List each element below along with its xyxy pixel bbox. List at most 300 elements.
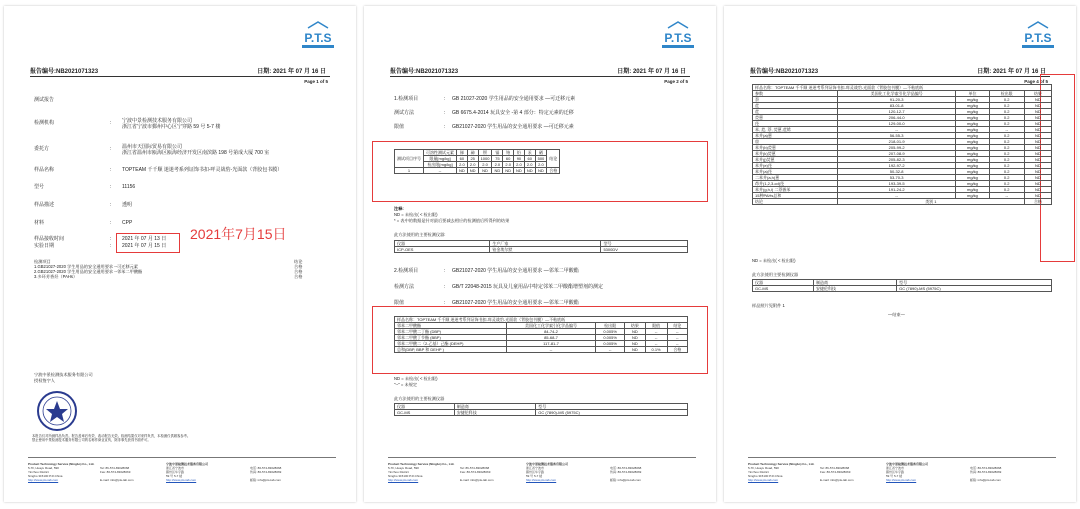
field-colon: : — [444, 300, 446, 306]
equipment-title: 此方法使用的主要检测仪器 — [394, 396, 445, 401]
field-colon: : — [110, 120, 112, 126]
table-cell: ND — [1024, 139, 1051, 145]
table-cell: 2.0 — [524, 162, 535, 168]
table-cell: 苯并(a)芘 — [753, 169, 838, 175]
test-date: 2021 年 07 月 15 日 — [122, 243, 167, 249]
table-cell: -- — [596, 347, 625, 353]
field-value: GB21027-2020 学生用品的安全通用要求 —邻苯二甲酸酯 — [452, 300, 579, 306]
field-value-line2: 浙江省温州市瓯海区瓯海经济开发区南滨路 198 号第成大厦 700 室 — [122, 150, 270, 156]
footer-address: 5-7F, Huayu Road, 59# — [388, 466, 419, 470]
table-cell: -- — [645, 335, 667, 341]
table-cell: 苯并(j)荧蒽 — [753, 157, 838, 163]
table-cell: 25 — [467, 156, 478, 162]
table-cell: 0.2 — [989, 139, 1024, 145]
table-header: 单位 — [956, 91, 989, 97]
footer-cn-address: 鄞州区华宇路 — [166, 470, 185, 474]
table-cell: 117-81-7 — [506, 341, 595, 347]
field-label: 样品名称 — [34, 167, 55, 173]
report-page-4 — [724, 6, 1076, 502]
table-header: 锑 — [457, 150, 468, 156]
table-cell: ND — [625, 335, 645, 341]
table-header: 砷 — [467, 150, 478, 156]
table-header: 检出限 — [596, 323, 625, 329]
table-cell: 邻苯二甲酸丁苄酯 (BBP) — [395, 335, 507, 341]
table-cell: 二苯并(a,h)蒽 — [753, 175, 838, 181]
pts-logo-icon — [1016, 20, 1060, 54]
table-header: 美国化工化学索引化学品编号 — [837, 91, 956, 97]
svg-text:P.T.S: P.T.S — [304, 31, 332, 45]
field-label: 材料 — [34, 220, 45, 226]
footer-website-link[interactable]: http://www.pts-lab.com — [526, 478, 557, 482]
svg-text:P.T.S: P.T.S — [664, 31, 692, 45]
table-cell: mg/kg — [956, 175, 989, 181]
table-cell: ND — [1024, 151, 1051, 157]
table-header: 钡 — [478, 150, 492, 156]
date-highlight-box — [116, 233, 180, 253]
item-name: 3.多环芳香烃（PAHs） — [34, 274, 78, 279]
table-cell: mg/kg — [956, 145, 989, 151]
report-date: 日期: 2021 年 07 月 16 日 — [617, 69, 686, 75]
table-header: 仪器 — [395, 241, 490, 247]
field-label: 型号 — [34, 184, 45, 190]
report-number: 报告编号:NB2021071323 — [390, 69, 459, 75]
table-cell: mg/kg — [956, 169, 989, 175]
table-cell: 2.0 — [457, 162, 468, 168]
table-cell: ND — [457, 168, 468, 174]
footer-cn-email: 邮箱: info@pts-lab.com — [610, 478, 642, 482]
report-header — [30, 66, 330, 77]
report-header — [750, 66, 1050, 77]
table-cell: 苊 — [753, 109, 838, 115]
table-cell: mg/kg — [956, 187, 989, 193]
disclaimer: 禁止使用中景检测技术服务有限公司的名称作商业宣传，除非事先获得书面许可。 — [32, 438, 151, 442]
table-cell: mg/kg — [956, 109, 989, 115]
table-cell: mg/kg — [956, 97, 989, 103]
field-value: CPP — [122, 220, 133, 226]
table-cell: mg/kg — [956, 127, 989, 133]
table-header: 生产厂家 — [490, 241, 601, 247]
table-cell: 苯并(k)荧蒽 — [753, 151, 838, 157]
field-label: 检测方法 — [394, 284, 415, 290]
note: "--" = 未规定 — [394, 382, 418, 387]
note: ND = 未检出( < 检出限) — [394, 376, 438, 381]
table-cell: 0.1% — [645, 347, 667, 353]
table-cell: 邻苯二甲酸二丁酯 (DBP) — [395, 329, 507, 335]
field-value: GB 21027-2020 学生用品的安全通用要求 —可迁移元素 — [452, 96, 576, 102]
table-cell: 苯并(g,h,i) 二萘嵌苯 — [753, 187, 838, 193]
report-header — [390, 66, 690, 77]
table-cell: 1 — [395, 168, 424, 174]
footer-website-link[interactable]: http://www.pts-lab.com — [748, 478, 779, 482]
table-cell: 0.2 — [989, 133, 1024, 139]
footer-company-en: Product Technology Service (Ningbo) Co., Ltd. — [388, 462, 455, 466]
table-cell: GC (7890)-MS (5975C) — [897, 286, 1052, 292]
receive-time-label: 样品接收时间 — [34, 236, 65, 242]
table-cell: ND — [625, 341, 645, 347]
table-cell: ND — [1024, 127, 1051, 133]
table-cell: 合格 — [1024, 199, 1051, 205]
table-header: 制造商 — [454, 404, 535, 410]
table-header: 制造商 — [813, 280, 896, 286]
table-cell: ND — [503, 168, 514, 174]
footer-address: Ningbo 315100 P.R.China — [748, 474, 783, 478]
table-cell: 0.2 — [989, 121, 1024, 127]
table-cell: 芘 — [753, 121, 838, 127]
table-header: 美国化工化学索引化学品编号 — [506, 323, 595, 329]
field-value: GB/T 22048-2015 玩具及儿童用品中特定邻苯二甲酸酯增塑剂的测定 — [452, 284, 604, 290]
report-page-2 — [364, 6, 716, 502]
field-label: 2.检测项目 — [394, 268, 419, 274]
table-cell: 0.2 — [989, 145, 1024, 151]
table-header: 可溶性测试元素 — [424, 150, 457, 156]
table-header: 型号 — [601, 241, 688, 247]
table-cell: ND — [535, 168, 547, 174]
table-cell: mg/kg — [956, 181, 989, 187]
table-cell: ND — [492, 168, 503, 174]
equipment-table — [394, 240, 688, 253]
table-cell: ND — [478, 168, 492, 174]
table-cell: 总和(DBP, BBP 和 DEHP ) — [395, 347, 507, 353]
table-cell: 85-68-7 — [506, 335, 595, 341]
equipment-title: 此方法使用的主要检测仪器: — [394, 232, 446, 237]
sample-name: 样品名称：TOPTEAM 千千顺 迷迷考系列证饰书扣-咩灵战豹-光面款（背胶包书膜）—不粘底纸 — [395, 317, 688, 323]
footer-email: E-mail: info@pts-lab.com — [100, 478, 134, 482]
footer-address: 5-7F, Huayu Road, 59# — [748, 466, 779, 470]
field-value: GB 6675.4-2014 玩具安全 -第 4 部分：特定元素的迁移 — [452, 110, 574, 116]
table-header: 汞 — [524, 150, 535, 156]
field-label: 委托方 — [34, 146, 50, 152]
footer-website-link[interactable]: http://www.pts-lab.com — [886, 478, 917, 482]
table-cell: 合格 — [667, 347, 687, 353]
table-cell: 0.005% — [596, 335, 625, 341]
phthalate-table — [394, 316, 688, 353]
footer-address: Yinzhou District — [388, 470, 409, 474]
footer-company-cn: 宁波中景检测技术服务有限公司 — [526, 462, 569, 466]
footer-website-link[interactable]: http://www.pts-lab.com — [166, 478, 197, 482]
table-cell: ND — [1024, 187, 1051, 193]
table-cell: 安捷伦科技 — [454, 410, 535, 416]
field-colon: : — [444, 96, 446, 102]
footer-website-link[interactable]: http://www.pts-lab.com — [388, 478, 419, 482]
table-cell: 0.005% — [596, 329, 625, 335]
footer-cn-address: 浙江省宁波市 — [886, 466, 905, 470]
footer-cn-address: 59 号 5-7 楼 — [166, 474, 183, 478]
table-cell: ND — [1024, 193, 1051, 199]
table-cell: ND — [1024, 175, 1051, 181]
field-label: 1.检测项目 — [394, 96, 419, 102]
footer-cn-tel: 电话: 86-574-83028068 — [250, 466, 282, 470]
elements-table — [394, 149, 560, 174]
table-cell: 15种PAHs总和 — [753, 193, 838, 199]
field-colon: : — [110, 167, 112, 173]
table-cell: 苯并(a)蒽 — [753, 133, 838, 139]
table-header: 镉 — [492, 150, 503, 156]
footer-company-cn: 宁波中景检测技术服务有限公司 — [166, 462, 209, 466]
footer-fax: Fax: 86-574-83028069 — [100, 470, 131, 474]
notes-title: 注释: — [394, 206, 404, 211]
table-cell: 2.0 — [478, 162, 492, 168]
note: ND = 未检出( < 检出限) — [752, 258, 796, 263]
field-label: 限值 — [394, 124, 405, 130]
table-cell: 56-55-3 — [837, 133, 956, 139]
field-colon: : — [110, 220, 112, 226]
table-cell: mg/kg — [956, 115, 989, 121]
table-cell: ND — [1024, 109, 1051, 115]
item-name: 1.GB21027-2020 学生用品的安全通用要求 --可迁移元素 — [34, 264, 139, 269]
table-cell: mg/kg — [956, 121, 989, 127]
table-cell: ND — [1024, 133, 1051, 139]
field-value: 宁波中景检测技术服务有限公司 — [122, 118, 193, 124]
field-label: 检测机构 — [34, 120, 55, 126]
note: * = 表中的数据是针对最后要减去相应的检测值后所得到的结果 — [394, 218, 510, 223]
table-cell: ND — [1024, 163, 1051, 169]
table-cell: 0.005% — [596, 341, 625, 347]
table-cell: 限量[mg/kg] — [424, 156, 457, 162]
table-cell: ND — [524, 168, 535, 174]
table-cell: -- — [424, 168, 457, 174]
field-value: 温州市天国际贸易有限公司 — [122, 144, 183, 150]
table-cell: -- — [645, 329, 667, 335]
table-header: 限值 — [645, 323, 667, 329]
field-colon: : — [444, 268, 446, 274]
result-header: 结论 — [294, 259, 303, 264]
footer-cn-fax: 传真: 86-574-83028069 — [970, 470, 1002, 474]
receive-date: 2021 年 07 月 13 日 — [122, 236, 167, 242]
table-cell: 萘 — [753, 97, 838, 103]
field-colon: : — [110, 146, 112, 152]
table-cell: mg/kg — [956, 163, 989, 169]
field-colon: : — [110, 236, 112, 242]
footer-cn-address: 浙江省宁波市 — [166, 466, 185, 470]
footer-fax: Fax: 86-574-83028069 — [460, 470, 491, 474]
footer-cn-address: 59 号 5-7 楼 — [886, 474, 903, 478]
test-date-label: 实验日期 — [34, 243, 55, 249]
pts-logo-icon — [296, 20, 340, 54]
table-cell: 191-24-2 — [837, 187, 956, 193]
table-cell: 53-70-3 — [837, 175, 956, 181]
item-result: 合格 — [294, 264, 303, 269]
table-cell: GC-MS — [753, 286, 814, 292]
table-cell: ND — [467, 168, 478, 174]
footer-tel: Tel: 86-574-83028068 — [820, 466, 850, 470]
footer-cn-address: 59 号 5-7 楼 — [526, 474, 543, 478]
table-cell: 75 — [492, 156, 503, 162]
field-value: TOPTEAM 千千顺 迷迷考系列证饰书扣-咩灵战豹-光面款（背胶包书膜） — [122, 167, 283, 173]
table-cell: mg/kg — [956, 133, 989, 139]
table-cell: mg/kg — [956, 103, 989, 109]
report-number: 报告编号:NB2021071323 — [750, 69, 819, 75]
table-cell: ND — [1024, 115, 1051, 121]
page-footer — [388, 457, 696, 497]
table-cell: 0.2 — [989, 187, 1024, 193]
table-row — [395, 347, 688, 353]
report-number: 报告编号:NB2021071323 — [30, 69, 99, 75]
table-cell: 0.2 — [989, 181, 1024, 187]
page-number: Page 1 of 5 — [304, 79, 328, 84]
footer-address: Yinzhou District — [748, 470, 769, 474]
report-date: 日期: 2021 年 07 月 16 日 — [977, 69, 1046, 75]
svg-text:P.T.S: P.T.S — [1024, 31, 1052, 45]
table-header: 仪器 — [395, 404, 455, 410]
field-value: 11156 — [122, 184, 136, 190]
table-cell: 0.2 — [989, 115, 1024, 121]
field-colon: : — [110, 243, 112, 249]
footer-tel: Tel: 86-574-83028068 — [460, 466, 490, 470]
table-cell: -- — [837, 193, 956, 199]
table-cell: ND — [1024, 145, 1051, 151]
table-cell: 苊 — [753, 103, 838, 109]
report-title: 测试报告 — [34, 97, 55, 103]
table-cell: 1000 — [478, 156, 492, 162]
company-seal-icon — [36, 390, 78, 432]
field-label: 样品描述 — [34, 202, 55, 208]
table-header: 结果 — [625, 323, 645, 329]
footer-address: Yinzhou District — [28, 470, 49, 474]
equipment-table — [752, 279, 1052, 292]
footer-address: 5-7F, Huayu Road, 59# — [28, 466, 59, 470]
table-cell: 苯, 苊, 萘, 荧蒽,苊烯 — [753, 127, 838, 133]
table-cell: mg/kg — [956, 139, 989, 145]
table-cell: 5300DV — [601, 247, 688, 253]
table-cell: 91-20-3 — [837, 97, 956, 103]
table-cell: -- — [645, 341, 667, 347]
table-cell: 0.2 — [989, 157, 1024, 163]
footer-cn-fax: 传真: 86-574-83028069 — [610, 470, 642, 474]
footer-cn-email: 邮箱: info@pts-lab.com — [970, 478, 1002, 482]
table-cell: 60 — [457, 156, 468, 162]
footer-company-en: Product Technology Service (Ningbo) Co., Ltd. — [748, 462, 815, 466]
field-colon: : — [444, 124, 446, 130]
photo-label: 样品照片见附件 1 — [752, 303, 785, 308]
page-footer — [748, 457, 1056, 497]
field-value: GB21027-2020 学生用品的安全通用要求 —可迁移元素 — [452, 124, 574, 130]
note: ND = 未检出( < 检出限) — [394, 212, 438, 217]
table-cell: 结论 — [753, 199, 838, 205]
table-cell: 荧蒽 — [753, 115, 838, 121]
table-cell: 类别 1 — [837, 199, 1024, 205]
table-row — [395, 168, 560, 174]
footer-email: E-mail: info@pts-lab.com — [820, 478, 854, 482]
table-cell: -- — [837, 127, 956, 133]
table-cell: 60 — [503, 156, 514, 162]
footer-cn-tel: 电话: 86-574-83028068 — [970, 466, 1002, 470]
table-cell: ND — [1024, 103, 1051, 109]
footer-address: Ningbo 315100 P.R.China — [388, 474, 423, 478]
table-cell: ND — [1024, 97, 1051, 103]
table-cell: 60 — [524, 156, 535, 162]
disclaimer: 本报告仅对所测样品负责。报告盖章后有效，改动报告无效。检测结果仅对来样负责，本检测仅供顾客参考。 — [32, 434, 191, 438]
date-annotation: 2021年7月15日 — [190, 226, 287, 242]
page-number: Page 2 of 5 — [664, 79, 688, 84]
table-header: 参数 — [753, 91, 838, 97]
footer-company-en: Product Technology Service (Ningbo) Co., Ltd. — [28, 462, 95, 466]
table-cell: 50-32-8 — [837, 169, 956, 175]
table-cell: 205-99-2 — [837, 145, 956, 151]
end-marker: —结束— — [888, 312, 905, 317]
table-cell: 合格 — [547, 168, 560, 174]
table-header: 型号 — [536, 404, 688, 410]
footer-website-link[interactable]: http://www.pts-lab.com — [28, 478, 59, 482]
table-cell: GC-MS — [395, 410, 455, 416]
table-cell: 2.0 — [503, 162, 514, 168]
table-header: 硒 — [535, 150, 547, 156]
table-cell: 2.0 — [492, 162, 503, 168]
table-header: 结果 — [1024, 91, 1051, 97]
table-cell: ND — [1024, 181, 1051, 187]
equipment-table — [394, 403, 688, 416]
table-cell: 193-39-5 — [837, 181, 956, 187]
footer-cn-address: 鄞州区华宇路 — [526, 470, 545, 474]
table-cell: GC (7890)-MS (5975C) — [536, 410, 688, 416]
footer-address: Ningbo 315100 P.R.China — [28, 474, 63, 478]
table-cell: 84-74-2 — [506, 329, 595, 335]
field-colon: : — [110, 202, 112, 208]
table-cell: -- — [989, 127, 1024, 133]
field-colon: : — [444, 284, 446, 290]
table-cell: -- — [667, 329, 687, 335]
table-cell: 2.0 — [467, 162, 478, 168]
table-cell: ND — [625, 329, 645, 335]
table-cell: 0.2 — [989, 97, 1024, 103]
table-cell: 0.2 — [989, 109, 1024, 115]
table-header: 铬 — [503, 150, 514, 156]
field-colon: : — [110, 184, 112, 190]
table-header: 铅 — [514, 150, 525, 156]
table-cell: 0.2 — [989, 151, 1024, 157]
table-cell: 205-82-3 — [837, 157, 956, 163]
table-cell: 苯并(e)芘 — [753, 163, 838, 169]
page-footer — [28, 457, 336, 497]
equipment-title: 此方法使用主要检测仪器 — [752, 272, 799, 277]
footer-tel: Tel: 86-574-83028068 — [100, 466, 130, 470]
table-header: 型号 — [897, 280, 1052, 286]
item-result: 合格 — [294, 269, 303, 274]
table-cell: 2.0 — [514, 162, 525, 168]
table-cell: ND — [1024, 121, 1051, 127]
table-header: 测试项目序号 — [395, 150, 424, 168]
table-header: 检出限 — [989, 91, 1024, 97]
footer-fax: Fax: 86-574-83028069 — [820, 470, 851, 474]
table-cell: 0.2 — [989, 163, 1024, 169]
table-cell: ND — [1024, 169, 1051, 175]
table-cell: 83-01-8 — [837, 103, 956, 109]
table-cell: 铂金埃尔默 — [490, 247, 601, 253]
footer-cn-tel: 电话: 86-574-83028068 — [610, 466, 642, 470]
table-cell: 0.2 — [989, 169, 1024, 175]
table-cell: ICP-OES — [395, 247, 490, 253]
table-cell: -- — [667, 335, 687, 341]
field-label: 限值 — [394, 300, 405, 306]
report-date: 日期: 2021 年 07 月 16 日 — [257, 69, 326, 75]
table-header: 结论 — [547, 150, 560, 168]
table-cell: ND — [625, 347, 645, 353]
table-cell: 茚并(1,2,3-cd)芘 — [753, 181, 838, 187]
table-cell: 0.2 — [989, 103, 1024, 109]
table-cell: mg/kg — [956, 151, 989, 157]
items-header: 检测项目 — [34, 259, 51, 264]
table-cell: 90 — [514, 156, 525, 162]
table-cell: mg/kg — [956, 157, 989, 163]
table-cell: -- — [667, 341, 687, 347]
table-cell: 500 — [535, 156, 547, 162]
table-cell: 207-08-9 — [837, 151, 956, 157]
footer-cn-address: 鄞州区华宇路 — [886, 470, 905, 474]
field-value: 透明 — [122, 202, 133, 208]
page-number: Page 4 of 5 — [1024, 79, 1048, 84]
table-cell: 120-12-7 — [837, 109, 956, 115]
table-cell: ND — [514, 168, 525, 174]
table-cell: ND — [1024, 157, 1051, 163]
